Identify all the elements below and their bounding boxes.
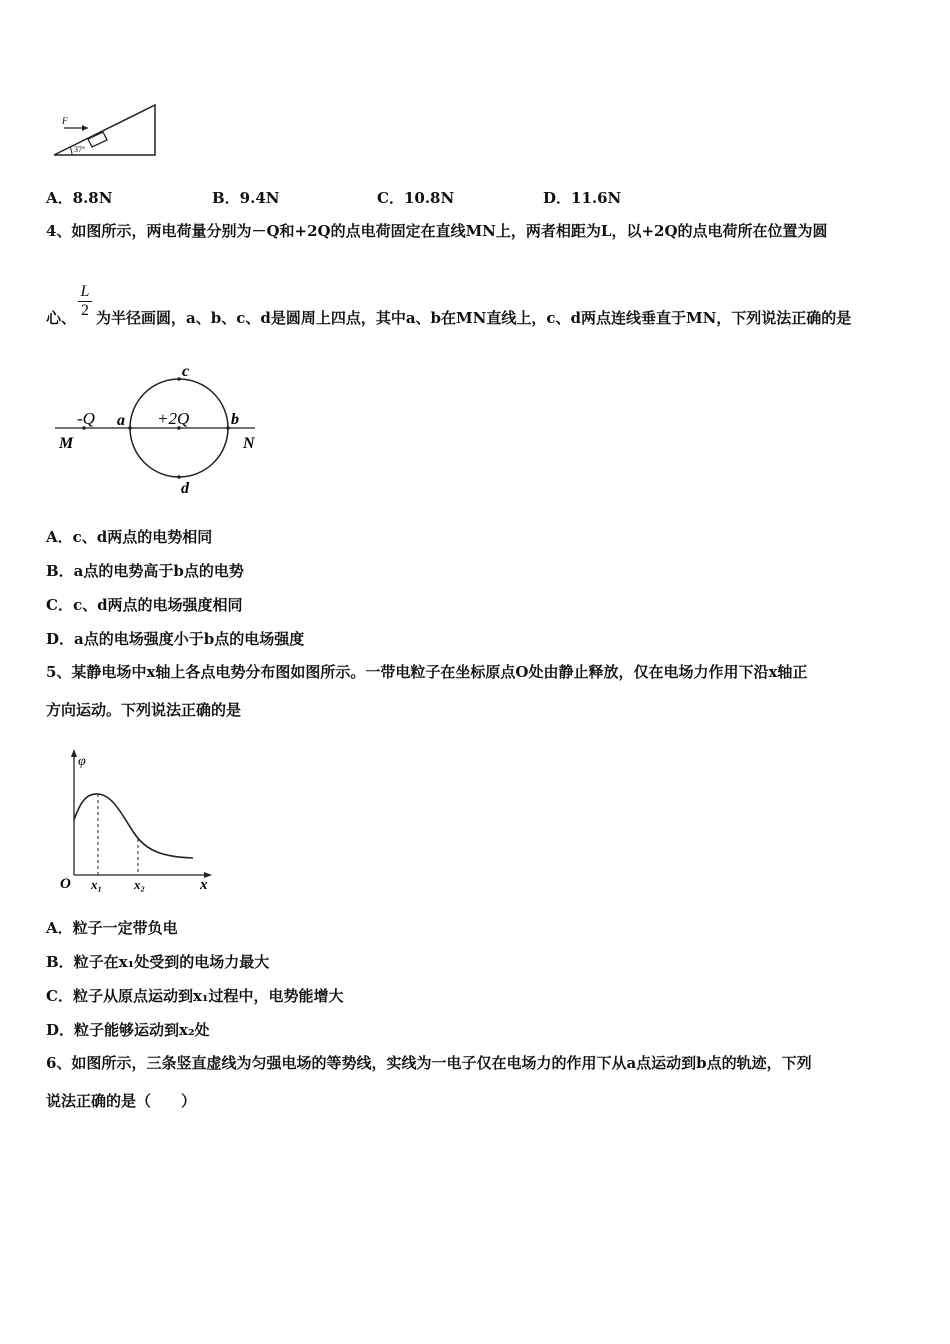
charge-circle-figure bbox=[55, 360, 270, 500]
label-d: d bbox=[181, 480, 189, 497]
x2-label: x₂ bbox=[134, 877, 146, 892]
label-m: M bbox=[59, 435, 74, 452]
label-b: b bbox=[231, 411, 239, 428]
block-on-incline bbox=[88, 132, 107, 147]
y-axis-label: φ bbox=[78, 754, 86, 769]
x-axis-label: x bbox=[200, 877, 208, 893]
label-a: a bbox=[117, 412, 125, 429]
q5-stem-line1: 5、某静电场中x轴上各点电势分布图如图所示。一带电粒子在坐标原点O处由静止释放，仅在电场力作用下沿x轴正 bbox=[46, 663, 808, 681]
q5-option-c: C．粒子从原点运动到x₁过程中，电势能增大 bbox=[46, 987, 344, 1005]
q6-stem-line2: 说法正确的是（ ） bbox=[46, 1092, 197, 1110]
q4-stem-line2-pre: 心、 bbox=[46, 309, 77, 327]
q5-option-a: A．粒子一定带负电 bbox=[46, 919, 178, 937]
q4-stem-line2-post: 为半径画圆，a、b、c、d是圆周上四点，其中a、b在MN直线上，c、d两点连线垂直于MN，下列说法正确的是 bbox=[96, 309, 852, 327]
angle-label: 37° bbox=[74, 145, 86, 154]
q4-option-a: A．c、d两点的电势相同 bbox=[46, 528, 213, 546]
origin-label: O bbox=[60, 876, 71, 892]
q3-option-b: B．9.4N bbox=[212, 189, 280, 207]
q3-option-d: D．11.6N bbox=[543, 189, 622, 207]
label-n: N bbox=[243, 435, 255, 452]
q4-option-d: D．a点的电场强度小于b点的电场强度 bbox=[46, 630, 305, 648]
q4-option-c: C．c、d两点的电场强度相同 bbox=[46, 596, 243, 614]
q5-stem-line2: 方向运动。下列说法正确的是 bbox=[46, 701, 242, 719]
q3-option-c: C．10.8N bbox=[377, 189, 455, 207]
incline-figure bbox=[50, 100, 162, 160]
label-neg-q: -Q bbox=[77, 409, 95, 428]
potential-graph bbox=[58, 745, 218, 895]
potential-curve bbox=[74, 794, 193, 858]
q3-option-a: A．8.8N bbox=[46, 189, 113, 207]
x1-label: x₁ bbox=[91, 877, 103, 892]
fraction-denominator: 2 bbox=[81, 302, 89, 319]
force-label: F bbox=[62, 116, 68, 126]
fraction-numerator: L bbox=[80, 283, 90, 300]
q6-stem-line1: 6、如图所示，三条竖直虚线为匀强电场的等势线，实线为一电子仅在电场力的作用下从a点运动到b点的轨迹，下列 bbox=[46, 1054, 812, 1072]
label-pos-2q: +2Q bbox=[157, 409, 190, 428]
label-c: c bbox=[182, 363, 190, 380]
q4-stem-line1: 4、如图所示，两电荷量分别为－Q和+2Q的点电荷固定在直线MN上，两者相距为L，以+2Q的点电荷所在位置为圆 bbox=[46, 222, 828, 240]
q5-option-b: B．粒子在x₁处受到的电场力最大 bbox=[46, 953, 270, 971]
radius-fraction bbox=[76, 283, 94, 320]
q4-option-b: B．a点的电势高于b点的电势 bbox=[46, 562, 244, 580]
q5-option-d: D．粒子能够运动到x₂处 bbox=[46, 1021, 210, 1039]
